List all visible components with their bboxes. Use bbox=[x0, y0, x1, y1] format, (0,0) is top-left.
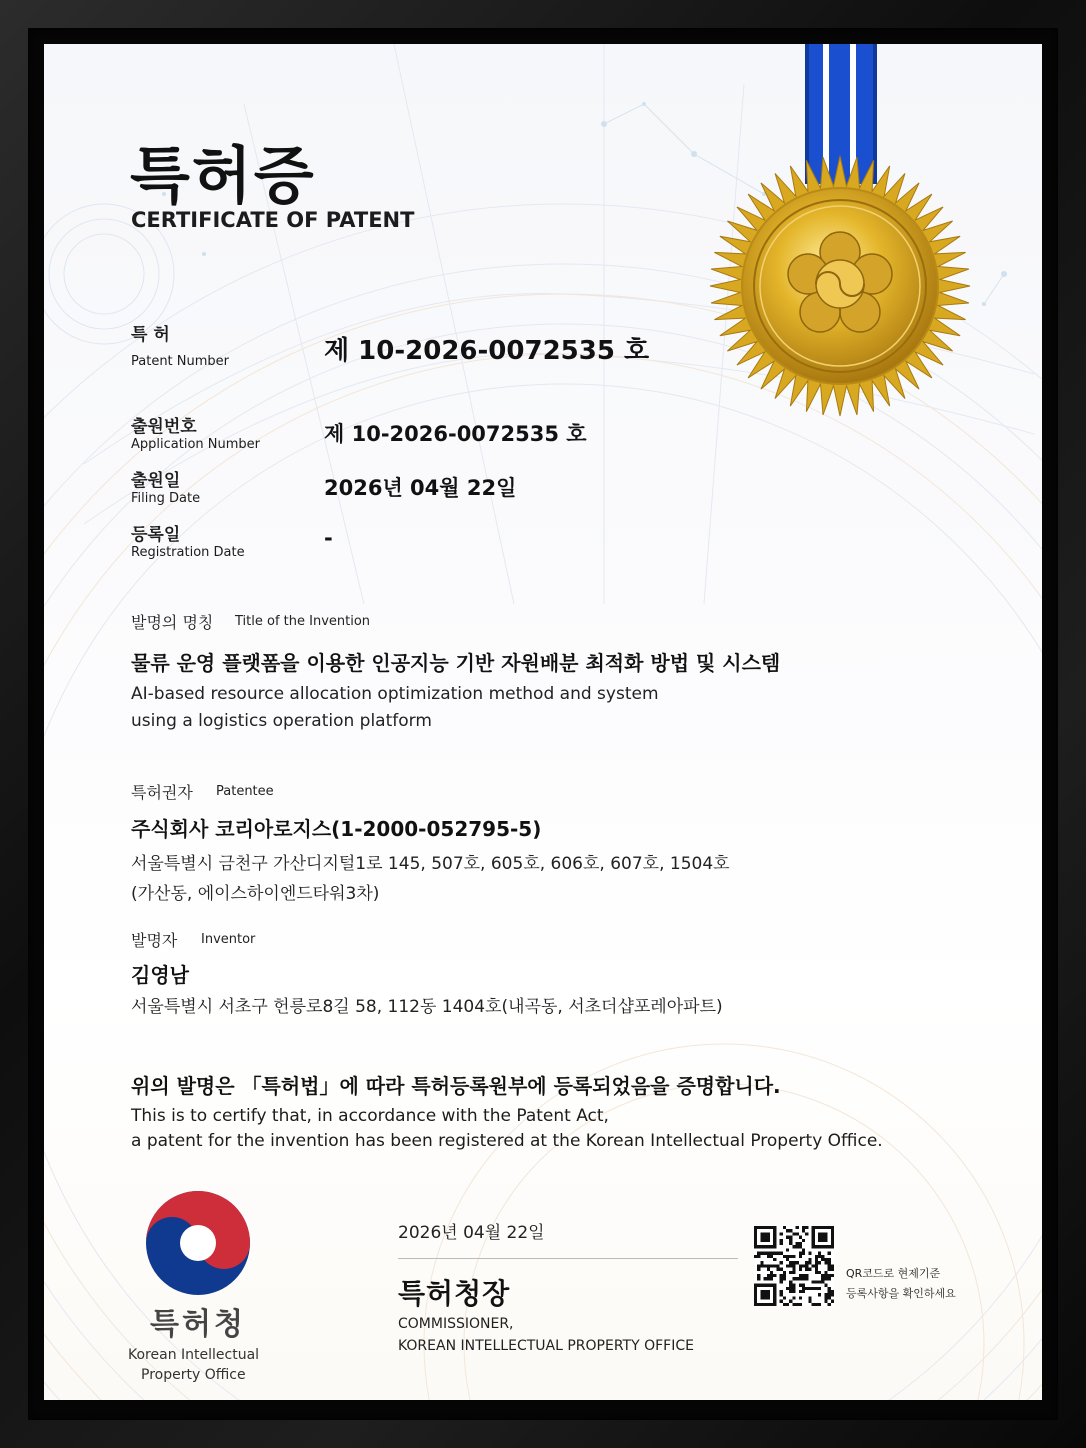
invention-title-label-en: Title of the Invention bbox=[235, 614, 371, 629]
filing-date-label: 출원일 bbox=[131, 471, 181, 491]
taegeuk-logo-icon bbox=[142, 1187, 254, 1299]
registration-date-label-en: Registration Date bbox=[131, 545, 245, 560]
qr-code-icon[interactable] bbox=[754, 1226, 834, 1306]
invention-title-en-line2: using a logistics operation platform bbox=[131, 711, 432, 731]
application-number-label: 출원번호 bbox=[131, 417, 197, 437]
inventor-name: 김영남 bbox=[131, 963, 189, 987]
certificate-paper bbox=[44, 44, 1042, 1400]
office-name-ko: 특허청 bbox=[150, 1307, 246, 1342]
patentee-name: 주식회사 코리아로지스(1-2000-052795-5) bbox=[131, 817, 542, 841]
inventor-label: 발명자 bbox=[131, 931, 178, 950]
certification-statement-en-line1: This is to certify that, in accordance with the Patent Act, bbox=[131, 1106, 609, 1126]
signature-divider bbox=[398, 1258, 738, 1259]
patentee-address-line1: 서울특별시 금천구 가산디지털1로 145, 507호, 605호, 606호, 607호, 1504호 bbox=[131, 854, 730, 874]
commissioner-title-en-line1: COMMISSIONER, bbox=[398, 1316, 514, 1332]
qr-caption-line2: 등록사항을 확인하세요 bbox=[846, 1287, 956, 1300]
patent-number-label-en: Patent Number bbox=[131, 354, 230, 369]
qr-caption-line1: QR코드로 현제기준 bbox=[846, 1267, 941, 1280]
invention-title-ko: 물류 운영 플랫폼을 이용한 인공지능 기반 자원배분 최적화 방법 및 시스템 bbox=[131, 651, 781, 675]
certificate-title-en: CERTIFICATE OF PATENT bbox=[131, 208, 415, 232]
commissioner-title-en-line2: KOREAN INTELLECTUAL PROPERTY OFFICE bbox=[398, 1338, 694, 1354]
patentee-address-line2: (가산동, 에이스하이엔드타워3차) bbox=[131, 884, 380, 904]
invention-title-label: 발명의 명칭 bbox=[131, 613, 214, 632]
patent-number-value: 제 10-2026-0072535 호 bbox=[324, 336, 650, 366]
inventor-label-en: Inventor bbox=[201, 932, 256, 947]
registration-date-label: 등록일 bbox=[131, 525, 181, 545]
patent-number-label: 특 허 bbox=[131, 325, 170, 345]
certification-statement-ko: 위의 발명은 「특허법」에 따라 특허등록원부에 등록되었음을 증명합니다. bbox=[131, 1074, 781, 1098]
registration-date-value: - bbox=[324, 526, 333, 550]
inventor-address: 서울특별시 서초구 헌릉로8길 58, 112동 1404호(내곡동, 서초더샵포레아파트) bbox=[131, 997, 723, 1017]
certification-statement-en-line2: a patent for the invention has been registered at the Korean Intellectual Property Office. bbox=[131, 1131, 883, 1151]
filing-date-value: 2026년 04월 22일 bbox=[324, 476, 517, 500]
filing-date-label-en: Filing Date bbox=[131, 491, 201, 506]
certificate-title: 특허증 bbox=[130, 139, 316, 212]
patentee-label: 특허권자 bbox=[131, 783, 193, 802]
application-number-value: 제 10-2026-0072535 호 bbox=[324, 422, 587, 446]
patentee-label-en: Patentee bbox=[216, 784, 274, 799]
commissioner-title-ko: 특허청장 bbox=[398, 1277, 511, 1310]
invention-title-en-line1: AI-based resource allocation optimization method and system bbox=[131, 684, 659, 704]
gold-medal-seal-icon bbox=[708, 154, 972, 418]
application-number-label-en: Application Number bbox=[131, 437, 260, 452]
office-name-en-line2: Property Office bbox=[141, 1367, 246, 1383]
office-name-en-line1: Korean Intellectual bbox=[128, 1347, 260, 1363]
issue-date: 2026년 04월 22일 bbox=[398, 1223, 545, 1243]
